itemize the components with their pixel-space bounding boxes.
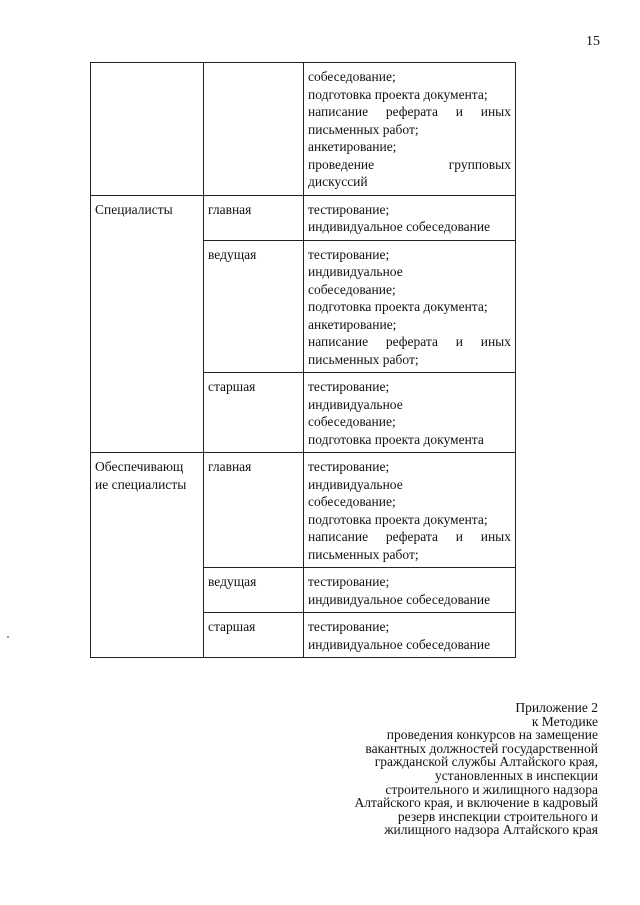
assessment-methods-cell xyxy=(304,568,516,613)
employee-category-cell: Обеспечивающ ие специалисты xyxy=(91,453,204,568)
appendix-line: строительного и жилищного надзора xyxy=(385,781,598,797)
method-line: анкетирование; xyxy=(308,316,397,332)
method-line: письменных работ; xyxy=(308,546,419,562)
employee-category-cell xyxy=(91,568,204,613)
method-line: анкетирование; xyxy=(308,139,397,154)
method-line: подготовка проекта документа; xyxy=(308,299,488,314)
method-line: тестирование; xyxy=(308,459,390,474)
appendix-line: гражданской службы Алтайского края, xyxy=(374,754,598,770)
table-row xyxy=(91,195,516,240)
method-line: написание реферата и иных xyxy=(308,104,511,119)
table-row xyxy=(91,373,516,453)
employee-category-cell xyxy=(91,613,204,658)
table-row xyxy=(91,63,516,196)
method-line: письменных работ; xyxy=(308,121,419,137)
method-line: собеседование; xyxy=(308,494,396,509)
method-line: собеседование; xyxy=(308,69,396,84)
page-number: 15 xyxy=(586,34,600,49)
position-group-cell: старшая xyxy=(204,613,304,658)
appendix-line: резерв инспекции строительного и xyxy=(397,808,598,824)
table-row xyxy=(91,240,516,373)
position-group-cell: ведущая xyxy=(204,240,304,373)
assessment-methods-cell xyxy=(304,453,516,568)
method-line: индивидуальное собеседование xyxy=(308,591,491,607)
method-line: написание реферата и иных xyxy=(308,529,511,544)
appendix-line: Алтайского края, и включение в кадровый xyxy=(354,795,598,811)
table-row xyxy=(91,613,516,658)
position-group-cell xyxy=(204,63,304,196)
method-line: подготовка проекта документа; xyxy=(308,86,488,102)
appendix-line: вакантных должностей государственной xyxy=(365,740,598,756)
appendix-line: к Методике xyxy=(531,713,598,729)
appendix-line: проведения конкурсов на замещение xyxy=(386,727,598,743)
position-group-cell: старшая xyxy=(204,373,304,453)
assessment-methods-cell xyxy=(304,195,516,240)
margin-mark xyxy=(7,636,9,638)
method-line: дискуссий xyxy=(308,174,368,189)
table-row xyxy=(91,453,516,568)
method-line: проведение групповых xyxy=(308,156,511,172)
employee-category-cell xyxy=(91,240,204,373)
appendix-line: установленных в инспекции xyxy=(435,767,598,783)
employee-category-cell xyxy=(91,373,204,453)
method-line: письменных работ; xyxy=(308,351,419,367)
method-line: индивидуальное собеседование xyxy=(308,219,491,234)
method-line: подготовка проекта документа xyxy=(308,431,484,447)
method-line: собеседование; xyxy=(308,414,396,429)
method-line: индивидуальное xyxy=(308,396,403,412)
table-row xyxy=(91,568,516,613)
method-line: тестирование; xyxy=(308,201,390,217)
appendix-line: Приложение 2 xyxy=(515,700,598,715)
selection-methods-table xyxy=(90,62,516,658)
assessment-methods-cell xyxy=(304,63,516,196)
position-group-cell: главная xyxy=(204,195,304,240)
table-body xyxy=(91,63,516,658)
method-line: написание реферата и иных xyxy=(308,334,511,349)
method-line: тестирование; xyxy=(308,379,390,394)
appendix-heading xyxy=(300,701,598,837)
employee-category-cell xyxy=(91,63,204,196)
position-group-cell: ведущая xyxy=(204,568,304,613)
method-line: тестирование; xyxy=(308,619,390,634)
method-line: тестирование; xyxy=(308,246,390,262)
position-group-cell: главная xyxy=(204,453,304,568)
method-line: индивидуальное xyxy=(308,264,403,279)
assessment-methods-cell xyxy=(304,373,516,453)
assessment-methods-cell xyxy=(304,613,516,658)
method-line: индивидуальное собеседование xyxy=(308,636,491,652)
method-line: индивидуальное xyxy=(308,476,403,492)
assessment-methods-cell xyxy=(304,240,516,373)
method-line: подготовка проекта документа; xyxy=(308,511,488,527)
employee-category-cell: Специалисты xyxy=(91,195,204,240)
appendix-line: жилищного надзора Алтайского края xyxy=(384,822,598,838)
method-line: собеседование; xyxy=(308,281,396,297)
method-line: тестирование; xyxy=(308,574,390,589)
